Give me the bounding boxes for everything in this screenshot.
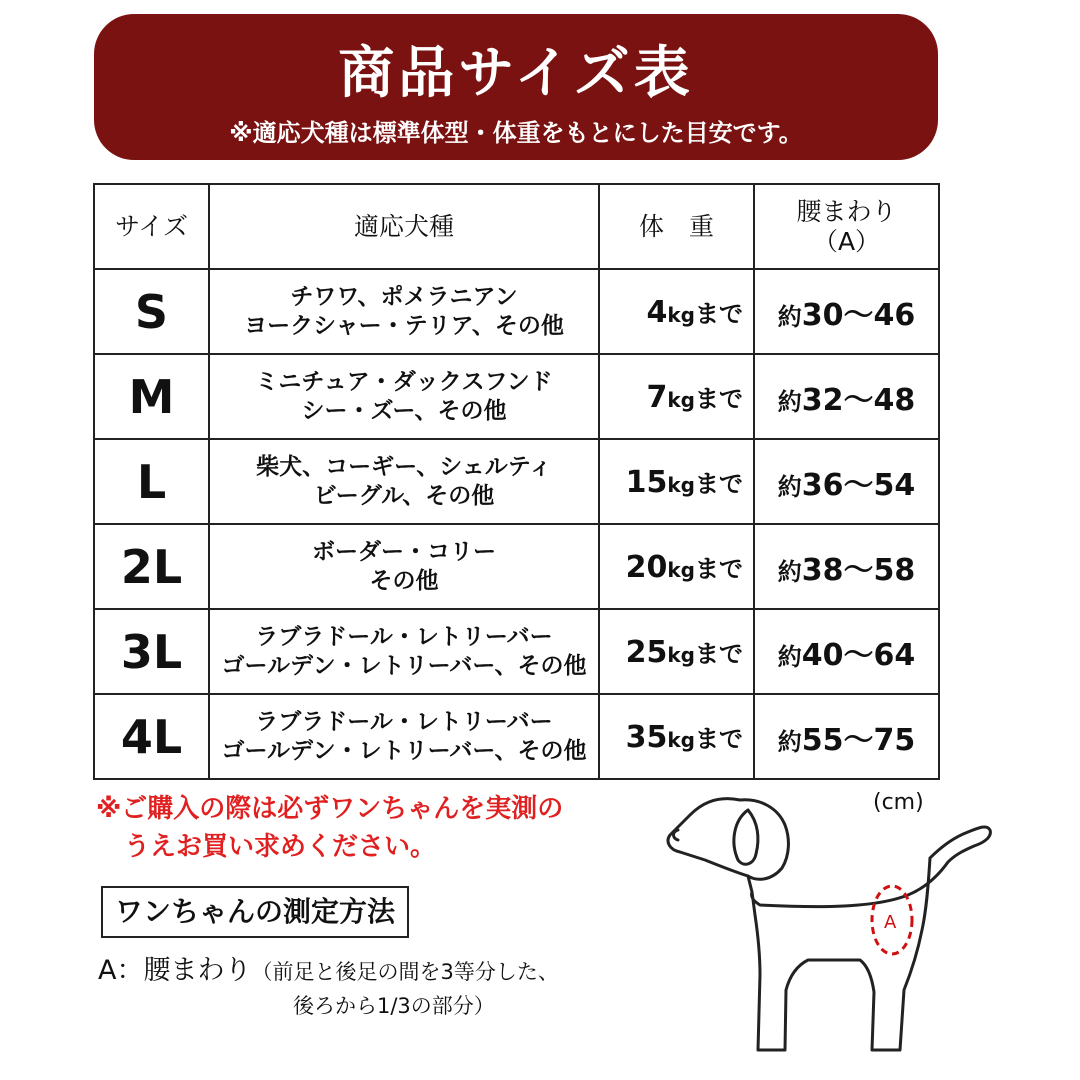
waist-range: 40〜64: [801, 637, 916, 673]
weight-unit: kg: [667, 302, 695, 327]
waist-cell: [754, 439, 939, 524]
waist-range: 55〜75: [801, 722, 916, 758]
size-cell: 4L: [94, 694, 209, 779]
weight-suffix: まで: [695, 639, 743, 668]
weight-cell: [599, 609, 754, 694]
weight-unit: kg: [667, 387, 695, 412]
header-weight: 体 重: [599, 184, 754, 269]
table-row: [94, 524, 939, 609]
weight-cell: [599, 354, 754, 439]
weight-value: 25: [625, 634, 668, 670]
breed-line-1: ラブラドール・レトリーバー: [255, 708, 553, 735]
breed-cell: [209, 354, 599, 439]
header-waist-a: （A）: [812, 226, 881, 256]
waist-prefix: 約: [777, 642, 802, 671]
breed-line-1: チワワ、ポメラニアン: [290, 283, 518, 310]
table-row: [94, 609, 939, 694]
weight-unit: kg: [667, 642, 695, 667]
waist-prefix: 約: [777, 387, 802, 416]
size-table: [93, 183, 940, 780]
weight-suffix: まで: [695, 554, 743, 583]
header-breed: 適応犬種: [209, 184, 599, 269]
breed-line-2: ビーグル、その他: [313, 482, 495, 509]
weight-suffix: まで: [695, 724, 743, 753]
size-cell: 2L: [94, 524, 209, 609]
diagram-marker-label: A: [884, 912, 897, 933]
measurement-desc-line-1: （前足と後足の間を3等分した、: [251, 960, 559, 984]
waist-cell: [754, 269, 939, 354]
table-row: [94, 694, 939, 779]
weight-cell: [599, 439, 754, 524]
breed-line-2: ゴールデン・レトリーバー、その他: [221, 652, 587, 679]
table-header-row: [94, 184, 939, 269]
weight-suffix: まで: [695, 384, 743, 413]
dog-outline-icon: [660, 780, 1000, 1080]
table-row: [94, 354, 939, 439]
waist-cell: [754, 694, 939, 779]
header-size: サイズ: [94, 184, 209, 269]
breed-line-2: シー・ズー、その他: [301, 397, 507, 424]
breed-line-1: ミニチュア・ダックスフンド: [255, 368, 553, 395]
page-title: 商品サイズ表: [338, 41, 694, 106]
waist-prefix: 約: [777, 302, 802, 331]
notice-line-1: ※ご購入の際は必ずワンちゃんを実測の: [96, 794, 564, 824]
table-row: [94, 439, 939, 524]
header-waist: [754, 184, 939, 269]
breed-cell: [209, 269, 599, 354]
measurement-title: ワンちゃんの測定方法: [101, 886, 409, 938]
header-banner: [94, 14, 938, 160]
weight-value: 35: [625, 719, 668, 755]
waist-prefix: 約: [777, 727, 802, 756]
size-cell: S: [94, 269, 209, 354]
waist-cell: [754, 354, 939, 439]
weight-unit: kg: [667, 557, 695, 582]
breed-line-1: ラブラドール・レトリーバー: [255, 623, 553, 650]
weight-cell: [599, 524, 754, 609]
waist-range: 36〜54: [801, 467, 916, 503]
measurement-description: [98, 954, 658, 1023]
notice-line-2: うえお買い求めください。: [124, 832, 437, 862]
purchase-notice: [96, 790, 676, 866]
breed-line-2: ヨークシャー・テリア、その他: [244, 312, 564, 339]
waist-prefix: 約: [777, 472, 802, 501]
weight-unit: kg: [667, 472, 695, 497]
breed-cell: [209, 524, 599, 609]
unit-label: (cm): [873, 790, 924, 815]
weight-value: 20: [625, 549, 668, 585]
measurement-label: A：腰まわり: [98, 955, 252, 986]
header-waist-label: 腰まわり: [796, 196, 897, 226]
table-row: [94, 269, 939, 354]
weight-value: 4: [646, 294, 668, 330]
weight-value: 15: [625, 464, 668, 500]
breed-line-1: 柴犬、コーギー、シェルティ: [256, 453, 552, 480]
weight-cell: [599, 694, 754, 779]
breed-cell: [209, 694, 599, 779]
waist-range: 38〜58: [801, 552, 916, 588]
weight-unit: kg: [667, 727, 695, 752]
weight-suffix: まで: [695, 299, 743, 328]
size-cell: 3L: [94, 609, 209, 694]
waist-cell: [754, 524, 939, 609]
waist-range: 32〜48: [801, 382, 916, 418]
waist-cell: [754, 609, 939, 694]
breed-cell: [209, 439, 599, 524]
measurement-desc-line-2: 後ろから1/3の部分）: [293, 994, 495, 1018]
waist-range: 30〜46: [801, 297, 916, 333]
breed-line-1: ボーダー・コリー: [312, 538, 496, 565]
size-cell: L: [94, 439, 209, 524]
waist-prefix: 約: [777, 557, 802, 586]
weight-value: 7: [646, 379, 668, 415]
breed-line-2: その他: [369, 567, 439, 594]
page-subtitle: ※適応犬種は標準体型・体重をもとにした目安です。: [229, 119, 803, 147]
breed-cell: [209, 609, 599, 694]
weight-suffix: まで: [695, 469, 743, 498]
weight-cell: [599, 269, 754, 354]
breed-line-2: ゴールデン・レトリーバー、その他: [221, 737, 587, 764]
size-cell: M: [94, 354, 209, 439]
